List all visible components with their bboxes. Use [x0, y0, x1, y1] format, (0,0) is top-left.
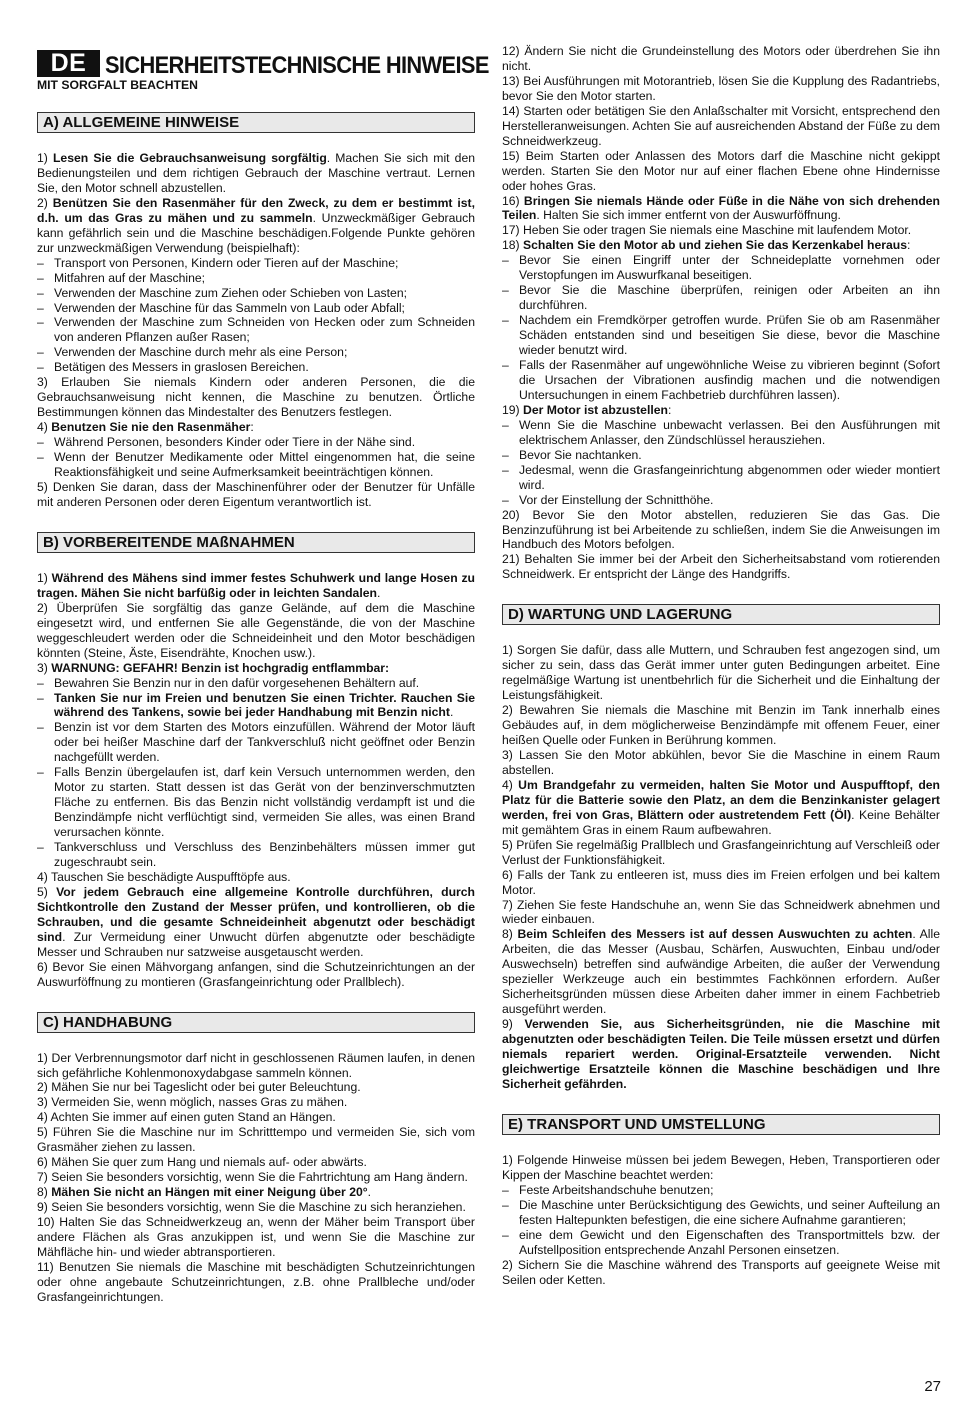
- left-sections: [37, 112, 475, 1305]
- paragraph: [37, 1095, 475, 1110]
- text: . Zur Vermeidung einer Unwucht dürfen abgenutzte oder beschädigte Messer und Schrauben nur satzweise ausgetauscht werden.: [37, 929, 475, 959]
- section-heading: D) WARTUNG UND LAGERUNG: [502, 604, 940, 625]
- dash-marker: –: [502, 283, 509, 298]
- paragraph: [502, 643, 940, 703]
- bold-text: Beim Schleifen des Messers ist auf dessen Auswuchten zu achten: [517, 927, 913, 942]
- paragraph: [37, 1170, 475, 1185]
- bullet-item: [37, 315, 475, 345]
- paragraph: [502, 149, 940, 194]
- text: 6) Bevor Sie einen Mähvorgang anfangen, sind die Schutzeinrichtungen an der Auswurföffnung zu montieren (Grasfangeinrichtung oder Prallblech).: [37, 959, 475, 989]
- text: eine dem Gewicht und den Eigenschaften des Transportmittels bzw. der Aufstellposition entsprechende Anzahl Personen einsetzen.: [519, 1227, 940, 1257]
- text: 18): [502, 238, 524, 253]
- paragraph: [502, 508, 940, 553]
- bullet-item: [37, 271, 475, 286]
- text: Tankverschluss und Verschluss des Benzinbehälters müssen immer gut zugeschraubt sein.: [54, 840, 475, 869]
- bullet-item: [502, 283, 940, 313]
- dash-marker: –: [502, 447, 509, 462]
- bold-text: Schalten Sie den Motor ab und ziehen Sie das Kerzenkabel heraus: [523, 238, 908, 253]
- text: :: [907, 238, 911, 253]
- text: 13) Bei Ausführungen mit Motorantrieb, lösen Sie die Kupplung des Radantriebs, bevor Sie den Motor starten.: [502, 73, 940, 103]
- text: 4) Tauschen Sie beschädigte Auspufftöpfe aus.: [37, 869, 291, 884]
- bullet-item: [37, 435, 475, 450]
- text: 9): [502, 1017, 525, 1032]
- bullet-item: [37, 720, 475, 765]
- text: 1): [37, 570, 52, 585]
- text: Transport von Personen, Kindern oder Tieren auf der Maschine;: [54, 255, 399, 270]
- paragraph: [37, 1155, 475, 1170]
- dash-marker: –: [502, 1182, 509, 1197]
- paragraph: [502, 104, 940, 149]
- bold-text: Lesen Sie die Gebrauchsanweisung sorgfältig: [52, 151, 327, 165]
- dash-marker: –: [37, 720, 44, 735]
- dash-marker: –: [502, 1197, 509, 1212]
- dash-marker: –: [502, 462, 509, 477]
- text: Verwenden der Maschine zum Schneiden von Hecken oder zum Schneiden von anderen Pflanzen außer Rasen;: [54, 315, 475, 345]
- text: 4) Achten Sie immer auf einen guten Stand an Hängen.: [37, 1110, 336, 1125]
- dash-marker: –: [37, 255, 44, 270]
- bullet-item: [37, 840, 475, 870]
- bullet-item: [37, 345, 475, 360]
- bullet-item: [37, 676, 475, 691]
- text: Bevor Sie einen Eingriff unter der Schneideplatte vornehmen oder Verstopfungen im Auswurfkanal beseitigen.: [519, 253, 940, 283]
- text: . Halten Sie sich immer entfernt von der Auswurföffnung.: [536, 208, 841, 223]
- text: . Keine Behälter mit gemähtem Gras in einem Raum aufbewahren.: [502, 807, 940, 837]
- bullet-item: [502, 358, 940, 403]
- section-heading: E) TRANSPORT UND UMSTELLUNG: [502, 1114, 940, 1135]
- dash-marker: –: [37, 270, 44, 285]
- bullet-item: [502, 448, 940, 463]
- text: 2) Überprüfen Sie sorgfältig das ganze Gelände, auf dem die Maschine eingesetzt wird, und entfernen Sie alle Gegenstände, die von der Maschine weggeschleudert werden oder die Schneideinheit und den Motor beschädigen könnten (Steine, Äste, Eisendrähte, Knochen usw.).: [37, 600, 475, 660]
- text: 1): [37, 151, 53, 165]
- dash-marker: –: [502, 1227, 509, 1242]
- bold-text: Benützen Sie den Rasenmäher für den Zweck, zu dem er bestimmt ist, d.h. um das Gras zu mähen und zu sammeln: [37, 195, 475, 225]
- text: 3) Vermeiden Sie, wenn möglich, nasses Gras zu mähen.: [37, 1095, 348, 1110]
- text: Falls der Rasenmäher auf ungewöhnliche Weise zu vibrieren beginnt (Sofort die Ursachen der Vibrationen ausfindig machen und die notwendigen Untersuchungen in einem Fachbetrieb durchführen lassen).: [519, 358, 940, 402]
- bold-text: Der Motor ist abzustellen: [523, 402, 668, 417]
- paragraph: [502, 1017, 940, 1092]
- bullet-item: [502, 313, 940, 358]
- bold-text: Tanken Sie nur im Freien und benutzen Sie einen Trichter. Rauchen Sie während des Tankens, sowie bei jeder Handhabung mit Benzin nicht: [54, 690, 475, 720]
- paragraph: [502, 1258, 940, 1288]
- text: 10) Halten Sie das Schneidwerkzeug an, wenn der Mäher beim Transport über andere Flächen als Gras anzukippen ist, und wenn Sie die Maschine zur Mähfläche hin- und wieder abtransportieren.: [37, 1215, 475, 1259]
- text: :: [250, 420, 254, 435]
- paragraph: [37, 1110, 475, 1125]
- paragraph: [37, 1200, 475, 1215]
- bullet-item: [37, 301, 475, 316]
- paragraph: [502, 778, 940, 838]
- bullet-item: [37, 286, 475, 301]
- bold-text: Mähen Sie nicht an Hängen mit einer Neigung über 20°: [51, 1185, 368, 1200]
- text: 3) Lassen Sie den Motor abkühlen, bevor Sie die Maschine in einem Raum abstellen.: [502, 747, 940, 777]
- text: 4): [502, 777, 519, 792]
- paragraph: [37, 870, 475, 885]
- paragraph: [502, 748, 940, 778]
- text: Benzin ist vor dem Starten des Motors einzufüllen. Während der Motor läuft oder bei heißer Maschine darf der Tankverschluß nicht geöffnet oder Benzin nachgefüllt werden.: [54, 720, 475, 765]
- text: 5) Prüfen Sie regelmäßig Prallblech und Grasfangeinrichtung auf Verschleiß oder Verlust der Funktionsfähigkeit.: [502, 837, 940, 867]
- text: 9) Seien Sie besonders vorsichtig, wenn Sie die Maschine zu sich heranziehen.: [37, 1200, 466, 1215]
- dash-marker: –: [37, 840, 44, 855]
- text: Mitfahren auf der Maschine;: [54, 270, 206, 285]
- bullet-item: [37, 360, 475, 375]
- dash-marker: –: [502, 417, 509, 432]
- page-header: [37, 49, 489, 92]
- dash-marker: –: [37, 765, 44, 780]
- right-column: [502, 44, 940, 1287]
- bullet-item: [502, 1228, 940, 1258]
- text: Verwenden der Maschine für das Sammeln von Laub oder Abfall;: [54, 300, 405, 315]
- dash-marker: –: [37, 360, 44, 375]
- paragraph: [37, 571, 475, 601]
- text: 7) Ziehen Sie feste Handschuhe an, wenn Sie das Schneidwerk abnehmen und wieder einbauen.: [502, 897, 940, 927]
- section: [502, 604, 940, 1092]
- paragraph: [502, 898, 940, 928]
- paragraph: [37, 1125, 475, 1155]
- text: 1) Der Verbrennungsmotor darf nicht in geschlossenen Räumen laufen, in denen sich gefährliche Kohlenmonoxydabgase sammeln können.: [37, 1050, 475, 1080]
- text: 5) Denken Sie daran, dass der Maschinenführer oder der Benutzer für Unfälle mit anderen Personen oder deren Eigentum verantwortlich ist.: [37, 479, 475, 509]
- text: 8): [37, 1185, 52, 1200]
- dash-marker: –: [37, 345, 44, 360]
- text: 17) Heben Sie oder tragen Sie niemals eine Maschine mit laufendem Motor.: [502, 223, 912, 238]
- text: :: [667, 402, 672, 417]
- text: 3): [37, 660, 52, 675]
- paragraph: [37, 480, 475, 510]
- text: 8): [502, 927, 518, 942]
- dash-marker: –: [37, 435, 44, 450]
- bullet-item: [502, 493, 940, 508]
- text: 11) Benutzen Sie niemals die Maschine mit beschädigten Schutzeinrichtungen oder ohne angebaute Schutzeinrichtungen, z.B. ohne Prallbleche und/oder Grasfangeinrichtungen.: [37, 1259, 475, 1304]
- bullet-item: [502, 463, 940, 493]
- text: Bevor Sie nachtanken.: [519, 447, 642, 462]
- bold-text: Um Brandgefahr zu vermeiden, halten Sie Motor und Auspufftopf, den Platz für die Batterie sowie den Platz, an dem die Benzinkanister gelagert werden, frei von Gras, Blättern oder austretendem Fett (Öl): [502, 777, 940, 822]
- section-heading: A) ALLGEMEINE HINWEISE: [37, 112, 475, 133]
- text: 19): [502, 402, 524, 417]
- text: 14) Starten oder betätigen Sie den Anlaßschalter mit Vorsicht, entsprechend den Herstelleranweisungen. Achten Sie auf ausreichenden Abstand der Füße zu dem Schneidwerkzeug.: [502, 103, 940, 148]
- text: 12) Ändern Sie nicht die Grundeinstellung des Motors oder überdrehen Sie ihn nicht.: [502, 44, 940, 73]
- text: 7) Seien Sie besonders vorsichtig, wenn Sie die Fahrtrichtung am Hang ändern.: [37, 1170, 468, 1185]
- paragraph: [37, 960, 475, 990]
- bold-text: Bringen Sie niemals Hände oder Füße in die Nähe von sich drehenden Teilen: [502, 193, 940, 223]
- text: Wenn der Benutzer Medikamente oder Mittel eingenommen hat, die seine Reaktionsfähigkeit und seine Aufmerksamkeit beeinträchtigen können.: [54, 450, 475, 480]
- text: 5) Führen Sie die Maschine nur im Schritttempo und vermeiden Sie, sich vom Grasmäher ziehen zu lassen.: [37, 1125, 475, 1155]
- text: 3) Erlauben Sie niemals Kindern oder anderen Personen, die die Gebrauchsanweisung nicht kennen, die Maschine zu benutzen. Örtliche Bestimmungen können das Mindestalter des Benutzers festlegen.: [37, 375, 475, 420]
- paragraph: [502, 552, 940, 582]
- bullet-item: [37, 691, 475, 721]
- text: 16): [502, 193, 524, 208]
- dash-marker: –: [502, 313, 509, 328]
- dash-marker: –: [37, 690, 44, 705]
- text: Bewahren Sie Benzin nur in den dafür vorgesehenen Behältern auf.: [54, 675, 420, 690]
- text: Verwenden der Maschine durch mehr als eine Person;: [54, 345, 348, 360]
- page-number: 27: [924, 1378, 941, 1395]
- paragraph: [37, 601, 475, 661]
- paragraph: [37, 196, 475, 256]
- text: .: [367, 1185, 372, 1200]
- text: Falls Benzin übergelaufen ist, darf kein Versuch unternommen werden, den Motor zu starten. Statt dessen ist das Gerät von der benzinverschmutzten Fläche zu entfernen. Bis das Benzin nicht vollständig verdampft ist und die Benzindämpfe nicht verflüchtigt sind, vermeiden Sie alles, was einen Brand verursachen könnte.: [54, 765, 475, 840]
- left-column: [37, 49, 489, 1305]
- dash-marker: –: [37, 285, 44, 300]
- text: 5): [37, 884, 57, 899]
- dash-marker: –: [502, 492, 509, 507]
- text: 2) Bewahren Sie niemals die Maschine mit Benzin im Tank innerhalb eines Gebäudes auf, in dem möglicherweise Benzindämpfe mit offenem Feuer, einer heißen Quelle oder Funken in Berührung kommen.: [502, 703, 940, 748]
- bullet-item: [37, 256, 475, 271]
- text: 1) Sorgen Sie dafür, dass alle Muttern, und Schrauben fest angezogen sind, um sicher zu sein, dass das Gerät immer unter guten Bedingungen arbeitet. Eine regelmäßige Wartung ist unentbehrlich für die Sicherheit und die Einhaltung der Leistungsfähigkeit.: [502, 643, 940, 703]
- language-badge: DE: [37, 50, 100, 77]
- text: 15) Beim Starten oder Anlassen des Motors darf die Maschine nicht gekippt werden. Starten Sie den Motor nur auf einer flachen Ebene ohne Hindernisse oder hohes Gras.: [502, 148, 940, 193]
- paragraph: [502, 238, 940, 253]
- dash-marker: –: [502, 253, 509, 268]
- text: Feste Arbeitshandschuhe benutzen;: [519, 1182, 714, 1197]
- section-heading: B) VORBEREITENDE MAßNAHMEN: [37, 532, 475, 553]
- text: 6) Mähen Sie quer zum Hang und niemals auf- oder abwärts.: [37, 1155, 367, 1170]
- paragraph: [37, 1260, 475, 1305]
- text: Verwenden der Maschine zum Ziehen oder Schieben von Lasten;: [54, 285, 407, 300]
- paragraph: [37, 420, 475, 435]
- text: . Unzweckmäßiger Gebrauch kann gefährlich sein und die Maschine beschädigen.Folgende Punkte gehören zur unzweckmäßigen Verwendung (beispielhaft):: [37, 210, 475, 255]
- paragraph: [37, 1185, 475, 1200]
- bullet-item: [502, 1183, 940, 1198]
- paragraph: [502, 868, 940, 898]
- dash-marker: –: [37, 315, 44, 330]
- paragraph: [37, 151, 475, 196]
- section: [502, 1114, 940, 1288]
- paragraph: [37, 375, 475, 420]
- dash-marker: –: [37, 675, 44, 690]
- page-subtitle: MIT SORGFALT BEACHTEN: [37, 78, 198, 92]
- bullet-item: [502, 418, 940, 448]
- paragraph: [37, 885, 475, 960]
- bold-text: Verwenden Sie, aus Sicherheitsgründen, nie die Maschine mit abgenutzten oder beschädigten Teilen. Die Teile müssen ersetzt und dürfen niemals repariert werden. Original-Ersatzteile verwenden. Nicht gleichwertige Ersatzteile können die Maschine beschädigen und Ihre Sicherheit gefährden.: [502, 1017, 940, 1091]
- text: Vor der Einstellung der Schnitthöhe.: [519, 492, 714, 507]
- text: Während Personen, besonders Kinder oder Tiere in der Nähe sind.: [54, 435, 416, 450]
- text: . Machen Sie sich mit den Bedienungsteilen und dem richtigen Gebrauch der Maschine vertraut. Lernen Sie, den Motor schnell abzustellen.: [37, 151, 475, 195]
- paragraph: [502, 194, 940, 224]
- paragraph: [37, 661, 475, 676]
- text: .: [449, 705, 454, 720]
- paragraph: [37, 1080, 475, 1095]
- paragraph: [502, 1153, 940, 1183]
- paragraph: [37, 1051, 475, 1081]
- dash-marker: –: [37, 450, 44, 465]
- bold-text: Vor jedem Gebrauch eine allgemeine Kontrolle durchführen, durch Sichtkontrolle den Zustand der Messer prüfen, und kontrollieren, ob die Schrauben, und die gesamte Schneideinheit abgenutzt oder beschädigt sind: [37, 884, 475, 944]
- text: 1) Folgende Hinweise müssen bei jedem Bewegen, Heben, Transportieren oder Kippen der Maschine beachtet werden:: [502, 1152, 940, 1182]
- text: 6) Falls der Tank zu entleeren ist, muss dies im Freien erfolgen und bei kaltem Motor.: [502, 867, 940, 897]
- text: .: [376, 585, 381, 600]
- text: Betätigen des Messers in graslosen Bereichen.: [54, 360, 309, 375]
- section: [37, 1012, 475, 1305]
- paragraph: [502, 927, 940, 1017]
- section: [37, 532, 475, 990]
- text: 20) Bevor Sie den Motor abstellen, reduzieren Sie das Gas. Die Benzinzuführung ist bei Arbeitende zu schließen, indem Sie die Anweisungen im Handbuch des Motors befolgen.: [502, 507, 940, 552]
- bullet-item: [502, 1198, 940, 1228]
- text: 2) Sichern Sie die Maschine während des Transports auf geeignete Weise mit Seilen oder Ketten.: [502, 1257, 940, 1287]
- paragraph: [502, 44, 940, 74]
- text: . Alle Arbeiten, die das Messer (Ausbau, Schärfen, Auswuchten, Einbau und/oder Auswechseln) betreffen sind aufwändige Arbeiten, die außer der Verwendung spezieller Werkzeuge auch ein bestimmtes Fachkönnen erfordern. Außer Sicherheitsgründen müssen diese Arbeiten daher immer in einem Fachbetrieb ausgeführt werden.: [502, 927, 941, 1017]
- text: 2) Mähen Sie nur bei Tageslicht oder bei guter Beleuchtung.: [37, 1080, 361, 1095]
- bold-text: Benutzen Sie nie den Rasenmäher: [51, 420, 251, 435]
- paragraph: [502, 403, 940, 418]
- bold-text: Während des Mähens sind immer festes Schuhwerk und lange Hosen zu tragen. Mähen Sie nicht barfüßig oder in leichten Sandalen: [37, 570, 475, 600]
- paragraph: [502, 838, 940, 868]
- text: 4): [37, 420, 52, 435]
- bullet-item: [502, 253, 940, 283]
- page-title: SICHERHEITSTECHNISCHE HINWEISE: [105, 52, 489, 79]
- dash-marker: –: [502, 358, 509, 373]
- section: [502, 44, 940, 582]
- dash-marker: –: [37, 300, 44, 315]
- text: 2): [37, 195, 53, 210]
- section-heading: C) HANDHABUNG: [37, 1012, 475, 1033]
- paragraph: [37, 1215, 475, 1260]
- bullet-item: [37, 450, 475, 480]
- bullet-item: [37, 765, 475, 840]
- paragraph: [502, 223, 940, 238]
- paragraph: [502, 74, 940, 104]
- text: Nachdem ein Fremdkörper getroffen wurde. Prüfen Sie ob am Rasenmäher Schäden entstanden sind und beseitigen Sie diese, bevor die Maschine wieder benutzt wird.: [519, 313, 940, 358]
- text: Bevor Sie die Maschine überprüfen, reinigen oder Arbeiten an ihn durchführen.: [519, 283, 940, 313]
- right-sections: [502, 44, 940, 1287]
- text: Die Maschine unter Berücksichtigung des Gewichts, und seiner Aufteilung an festen Haltepunkten befestigen, die eine sichere Aufnahme garantieren;: [519, 1197, 940, 1227]
- bold-text: WARNUNG: GEFAHR! Benzin ist hochgradig entflammbar:: [51, 660, 390, 675]
- paragraph: [502, 703, 940, 748]
- text: Jedesmal, wenn die Grasfangeinrichtung abgenommen oder wieder montiert wird.: [519, 462, 940, 492]
- text: Wenn Sie die Maschine unbewacht verlassen. Bei den Ausführungen mit elektrischem Anlasser, den Zündschlüssel herausziehen.: [519, 417, 940, 447]
- text: 21) Behalten Sie immer bei der Arbeit den Sicherheitsabstand vom rotierenden Schneidwerk. Er entspricht der Länge des Handgriffs.: [502, 552, 940, 582]
- section: [37, 112, 475, 510]
